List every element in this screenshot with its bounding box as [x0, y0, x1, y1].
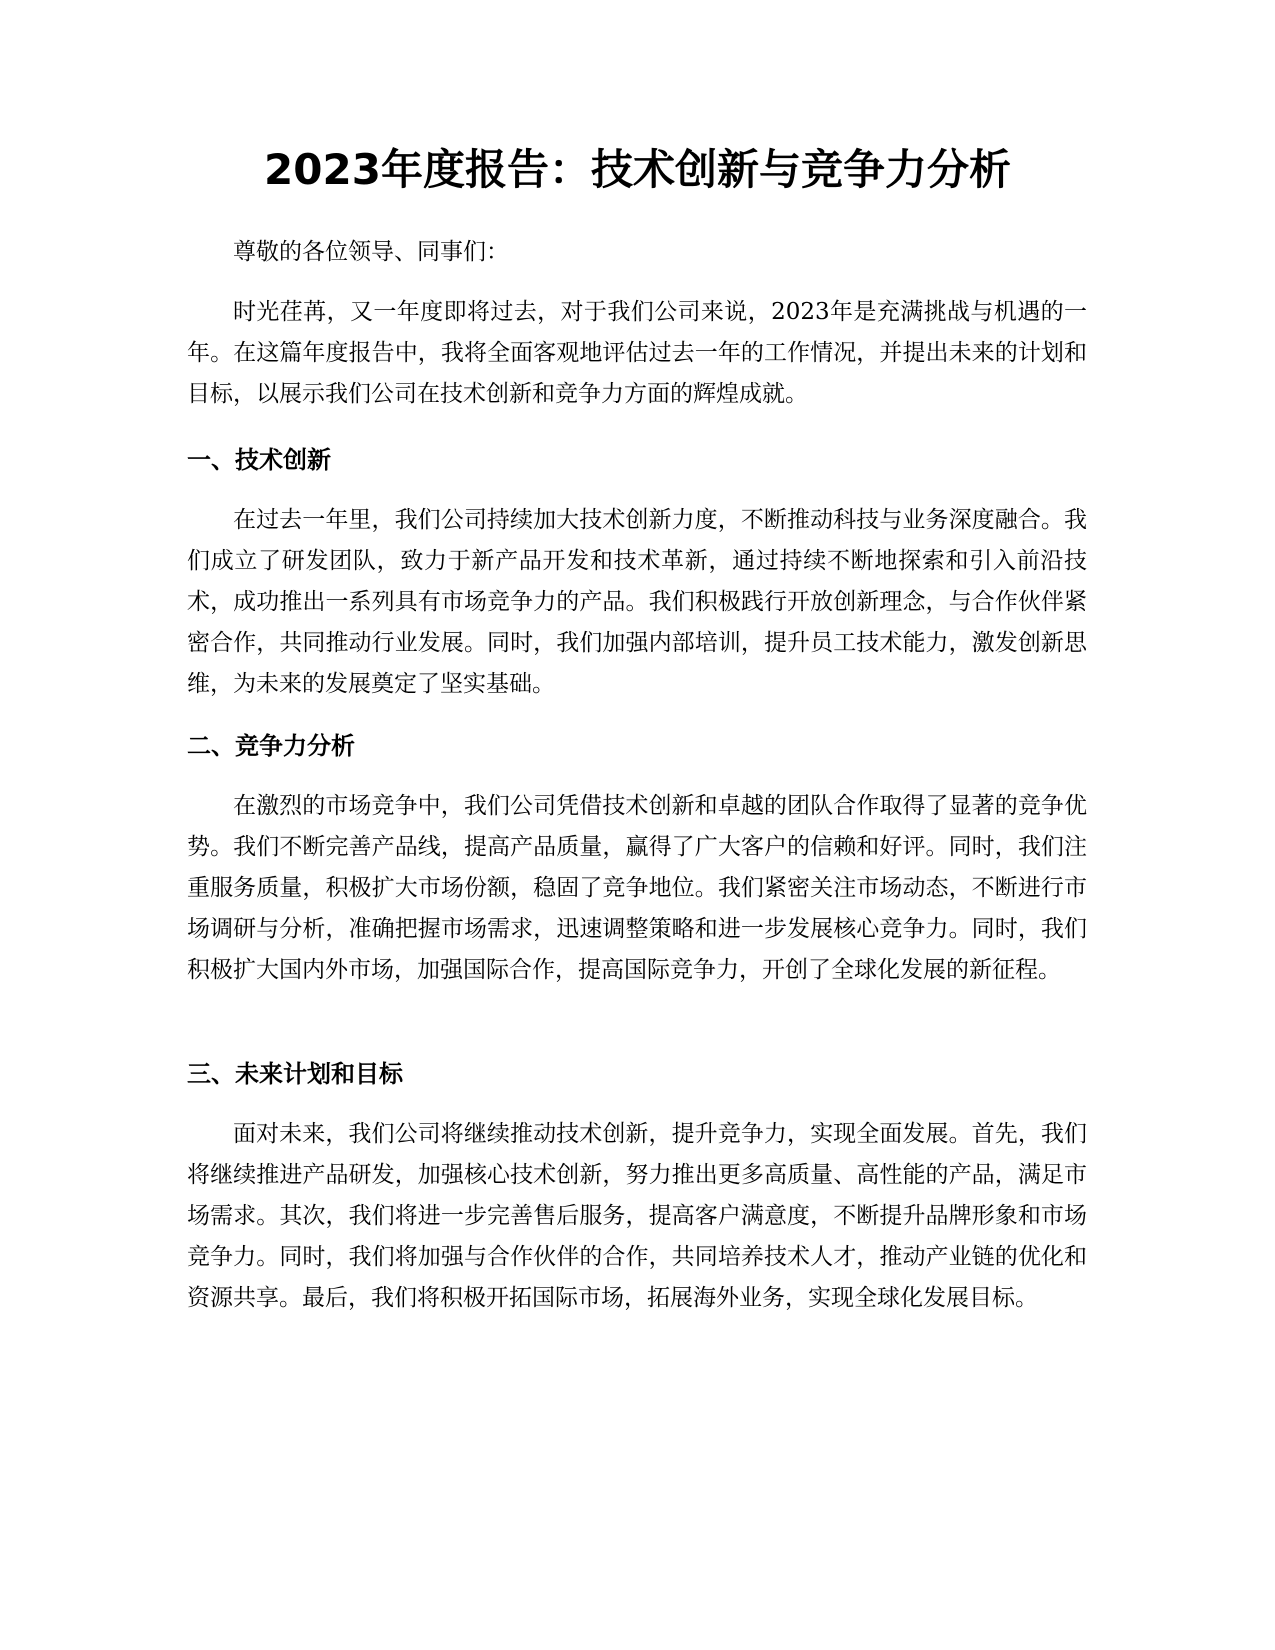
greeting-paragraph: 尊敬的各位领导、同事们：: [233, 239, 509, 265]
intro-paragraph: 时光荏苒，又一年度即将过去，对于我们公司来说，2023年是充满挑战与机遇的一年。在这篇年度报告中，我将全面客观地评估过去一年的工作情况，并提出未来的计划和目标，以展示我们公司在技术创新和竞争力方面的辉煌成就。: [187, 299, 1087, 407]
section-heading-future-plans: 三、未来计划和目标: [187, 1060, 403, 1088]
section-heading-competitiveness: 二、竞争力分析: [187, 732, 355, 760]
section-body-future-plans: 面对未来，我们公司将继续推动技术创新，提升竞争力，实现全面发展。首先，我们将继续推进产品研发，加强核心技术创新，努力推出更多高质量、高性能的产品，满足市场需求。其次，我们将进一步完善售后服务，提高客户满意度，不断提升品牌形象和市场竞争力。同时，我们将加强与合作伙伴的合作，共同培养技术人才，推动产业链的优化和资源共享。最后，我们将积极开拓国际市场，拓展海外业务，实现全球化发展目标。: [187, 1121, 1087, 1311]
section-body-technology-innovation: 在过去一年里，我们公司持续加大技术创新力度，不断推动科技与业务深度融合。我们成立了研发团队，致力于新产品开发和技术革新，通过持续不断地探索和引入前沿技术，成功推出一系列具有市场竞争力的产品。我们积极践行开放创新理念，与合作伙伴紧密合作，共同推动行业发展。同时，我们加强内部培训，提升员工技术能力，激发创新思维，为未来的发展奠定了坚实基础。: [187, 507, 1087, 697]
section-body-competitiveness: 在激烈的市场竞争中，我们公司凭借技术创新和卓越的团队合作取得了显著的竞争优势。我们不断完善产品线，提高产品质量，赢得了广大客户的信赖和好评。同时，我们注重服务质量，积极扩大市场份额，稳固了竞争地位。我们紧密关注市场动态，不断进行市场调研与分析，准确把握市场需求，迅速调整策略和进一步发展核心竞争力。同时，我们积极扩大国内外市场，加强国际合作，提高国际竞争力，开创了全球化发展的新征程。: [187, 793, 1087, 983]
section-heading-technology-innovation: 一、技术创新: [187, 446, 331, 474]
document-title: 2023年度报告：技术创新与竞争力分析: [264, 145, 1011, 194]
